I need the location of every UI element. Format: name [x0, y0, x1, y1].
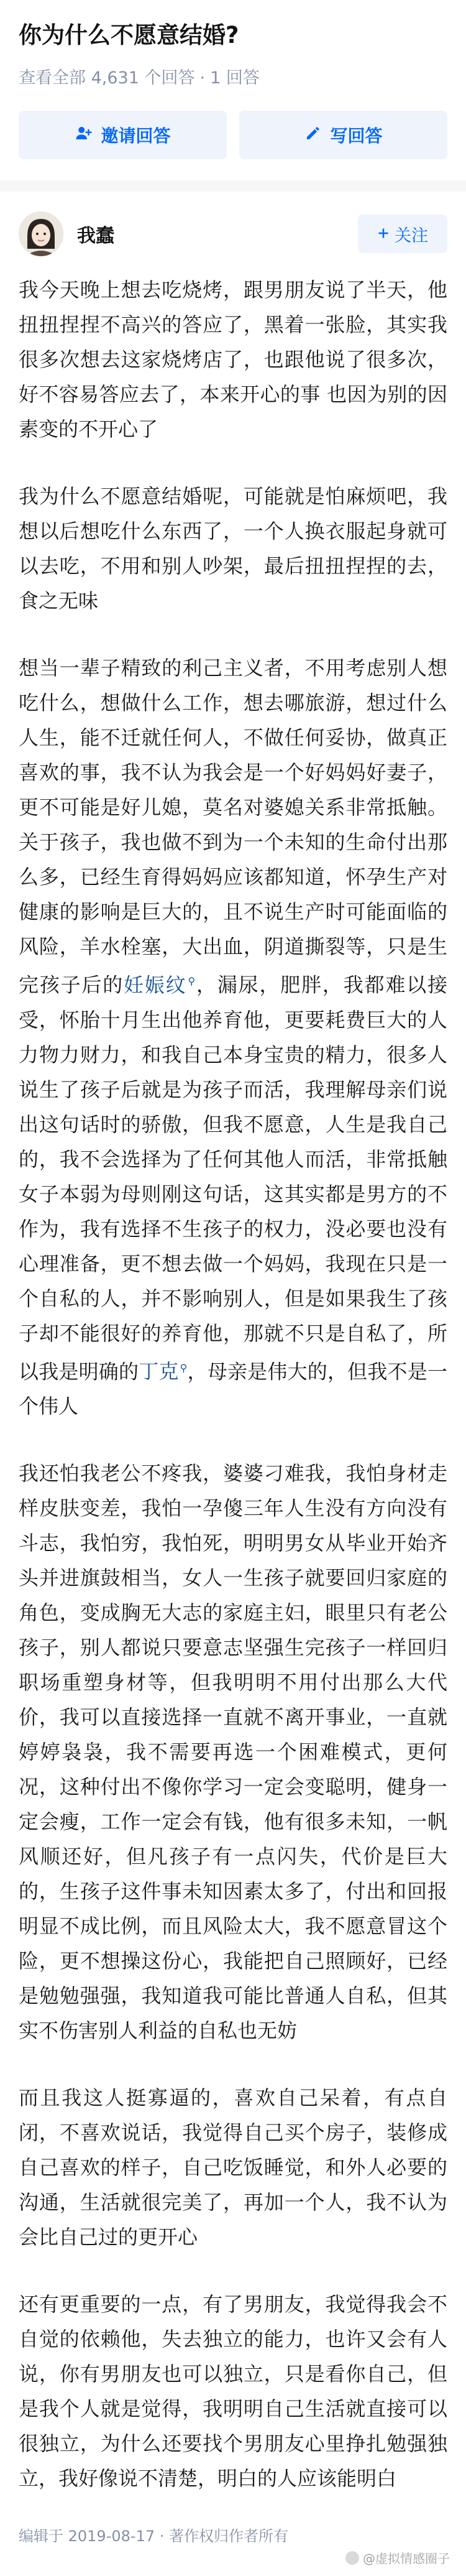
question-meta — [0, 51, 466, 90]
section-divider — [0, 180, 466, 192]
paragraph-text: ，母亲是伟大的，但我不是一个伟人 — [19, 1360, 447, 1419]
answer-paragraph: 而且我这人挺寡逼的，喜欢自己呆着，有点自闭，不喜欢说话，我觉得自己买个房子，装修成自己喜欢的样子，自己吃饭睡觉，和外人必要的沟通，生活就很完美了，再加一个人，我不认为会比自己过的更开心 — [19, 2086, 447, 2249]
avatar[interactable] — [19, 211, 63, 256]
invite-answer-label: 邀请回答 — [101, 126, 171, 146]
write-answer-label: 写回答 — [330, 126, 383, 146]
edit-info: 编辑于 2019-08-17 · 著作权归作者所有 — [19, 2527, 288, 2545]
keyword-link-text: 丁克 — [139, 1360, 179, 1384]
paragraph-text: ，漏尿，肥胖，我都难以接受，怀胎十月生出他养育他，更要耗费巨大的人力物力财力，和我自己本身宝贵的精力，很多人说生了孩子后就是为孩子而活，我理解母亲们说出这句话时的骄傲，但我不愿意，人生是我自己的，我不会选择为了任何其他人而活，非常抵触女子本弱为母则刚这句话，这其实都是男方的不作为，我有选择不生孩子的权力，没必要也没有心理准备，更不想去做一个妈妈，我现在只是一个自私的人，并不影响别人，但是如果我生了孩子却不能很好的养育他，那就不只是自私了，所以我是明确的 — [19, 973, 447, 1384]
question-actions — [19, 111, 447, 159]
author-name[interactable]: 我蠢 — [77, 225, 114, 247]
follow-button[interactable] — [358, 215, 447, 253]
search-link-icon: ⚲ — [180, 1361, 188, 1374]
answer-paragraph: 我为什么不愿意结婚呢，可能就是怕麻烦吧，我想以后想吃什么东西了，一个人换衣服起身就可以去吃，不用和别人吵架，最后扭扭捏捏的去，食之无味 — [19, 484, 447, 613]
write-answer-button[interactable] — [239, 111, 447, 159]
plus-icon — [377, 225, 390, 244]
weibo-logo-icon — [345, 2551, 359, 2565]
question-title[interactable]: 你为什么不愿意结婚? — [19, 22, 239, 49]
keyword-link-stretch-marks[interactable] — [124, 973, 195, 997]
search-link-icon: ⚲ — [188, 975, 196, 987]
keyword-link-text: 妊娠纹 — [124, 973, 187, 997]
watermark-text: @虚拟情感圈子 — [363, 2551, 450, 2566]
follow-label: 关注 — [395, 226, 428, 246]
answer-paragraph — [19, 651, 447, 1424]
meta-separator: · — [199, 68, 206, 88]
invite-answer-button[interactable] — [19, 111, 227, 159]
answer-paragraph: 我今天晚上想去吃烧烤，跟男朋友说了半天，他扭扭捏捏不高兴的答应了，黑着一张脸，其实我很多次想去这家烧烤店了，也跟他说了很多次，好不容易答应去了，本来开心的事 也因为别的因素变的不开心了 — [19, 278, 447, 441]
paragraph-text: 想当一辈子精致的利己主义者，不用考虑别人想吃什么，想做什么工作，想去哪旅游，想过什么人生，能不迁就任何人，不做任何妥协，做真正喜欢的事，我不认为我会是一个好妈妈好妻子，更不可能是好儿媳，莫名对婆媳关系非常抵触。关于孩子，我也做不到为一个未知的生命付出那么多，已经生育得妈妈应该都知道，怀孕生产对健康的影响是巨大的，且不说生产时可能面临的风险，羊水栓塞，大出血，阴道撕裂等，只是生完孩子后的 — [19, 656, 447, 997]
author-info — [0, 192, 466, 257]
pencil-icon — [304, 124, 322, 147]
answer-count: 1 回答 — [210, 68, 260, 88]
view-all-answers-link[interactable]: 查看全部 4,631 个回答 — [19, 68, 195, 88]
answer-paragraph: 还有更重要的一点，有了男朋友，我觉得我会不自觉的依赖他，失去独立的能力，也许又会有人说，你有男朋友也可以独立，只是看你自己，但是我个人就是觉得，我明明自己生活就直接可以很独立，为什么还要找个男朋友心里挣扎勉强独立，我好像说不清楚，明白的人应该能明白 — [19, 2292, 447, 2491]
answer-paragraph: 我还怕我老公不疼我，婆婆刁难我，我怕身材走样皮肤变差，我怕一孕傻三年人生没有方向没有斗志，我怕穷，我怕死，明明男女从毕业开始齐头并进旗鼓相当，女人一生孩子就要回归家庭的角色，变成胸无大志的家庭主妇，眼里只有老公孩子，别人都说只要意志坚强生完孩子一样回归职场重塑身材等，但我明明不用付出那么大代价，我可以直接选择一直就不离开事业，一直就婷婷袅袅，我不需要再选一个困难模式，更何况，这种付出不像你学习一定会变聪明，健身一定会瘦，工作一定会有钱，他有很多未知，一帆风顺还好，但凡孩子有一点闪失，代价是巨大的，生孩子这件事未知因素太多了，付出和回报明显不成比例，而且风险太大，我不愿意冒这个险，更不想操这份心，我能把自己照顾好，已经是勉勉强强，我知道我可能比普通人自私，但其实不伤害别人利益的自私也无妨 — [19, 1462, 447, 2043]
invite-user-icon — [75, 124, 93, 147]
watermark — [345, 2549, 450, 2567]
answer-content — [0, 257, 466, 2496]
keyword-link-dink[interactable] — [139, 1360, 187, 1383]
